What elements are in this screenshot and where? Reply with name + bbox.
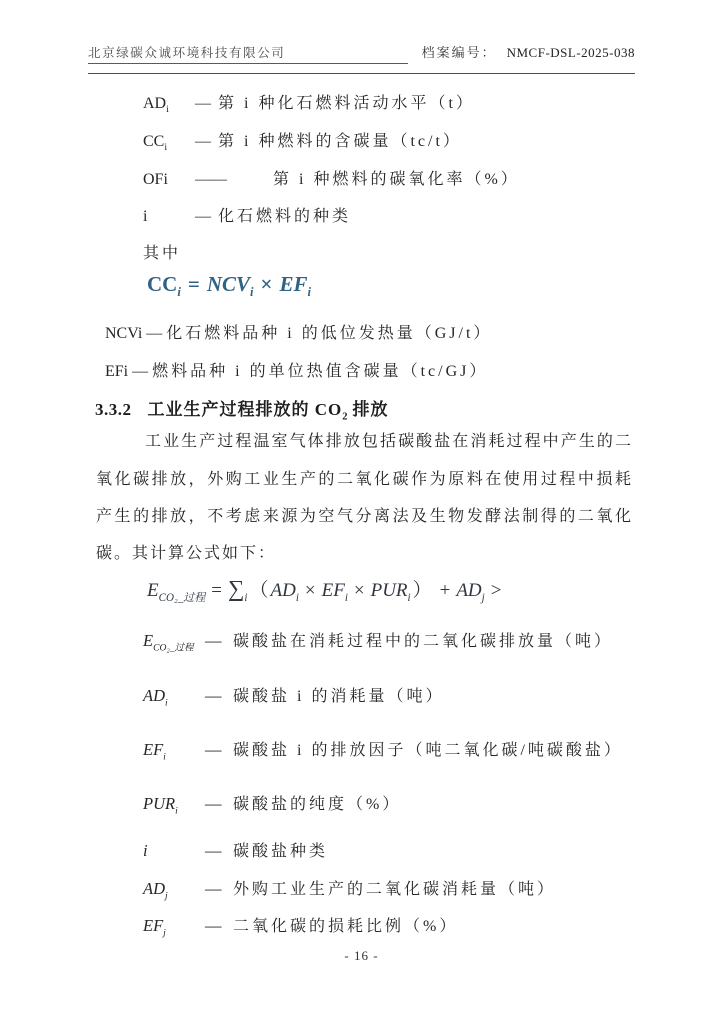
definition-row <box>143 737 623 763</box>
definition-text: 碳酸盐 i 的排放因子（吨二氧化碳/吨碳酸盐） <box>233 742 623 759</box>
definition-text: 第 i 种燃料的含碳量（tc/t） <box>218 133 462 150</box>
archive-label: 档案编号： <box>421 45 497 60</box>
section-heading: 3.3.2 工业生产过程排放的 $CO_2$ 排放 <box>95 400 389 423</box>
tail-symbol: > <box>490 580 502 601</box>
plus-sign: + <box>439 580 451 601</box>
definition-row <box>143 203 351 226</box>
symbol-OFi: OFi <box>143 171 168 188</box>
paragraph-line: 氧化碳排放，外购工业生产的二氧化碳作为原料在使用过程中损耗 <box>96 471 633 488</box>
company-name: 北京绿碳众诚环境科技有限公司 <box>88 43 408 64</box>
archive-number <box>422 42 635 61</box>
definition-row <box>105 320 492 343</box>
dash: — <box>205 740 222 759</box>
dash: — <box>195 208 211 225</box>
page-header <box>88 42 635 74</box>
symbol-ADj: $AD_j$ <box>143 879 168 902</box>
definition-text: 化石燃料的种类 <box>218 208 352 225</box>
symbol-EFi: EFi <box>105 363 129 380</box>
section-number: 3.3.2 <box>95 400 132 419</box>
definition-row <box>105 358 488 381</box>
definition-text: 二氧化碳的损耗比例（%） <box>233 918 459 935</box>
definition-text: 第 i 种化石燃料活动水平（t） <box>218 95 475 112</box>
symbol-ADi: $AD_i$ <box>143 95 169 116</box>
formula-carbon-content: $CC_i = NCV_i \times EF_i$ <box>147 272 311 300</box>
definition-row <box>143 628 614 654</box>
dash: — <box>205 841 222 860</box>
definition-text: 化石燃料品种 i 的低位发热量（GJ/t） <box>166 325 493 342</box>
definition-text: 燃料品种 i 的单位热值含碳量（tc/GJ） <box>152 363 489 380</box>
dash: — <box>205 631 222 650</box>
among-label: 其中 <box>143 245 182 262</box>
definition-row <box>143 128 462 154</box>
definition-text: 外购工业生产的二氧化碳消耗量（吨） <box>233 881 557 898</box>
sigma-symbol: ∑ <box>228 576 245 601</box>
open-paren: （ <box>249 580 269 601</box>
definition-row <box>143 683 445 709</box>
page-number: - 16 - <box>344 948 379 963</box>
definition-text: 碳酸盐种类 <box>233 843 329 860</box>
symbol-EFi: $EF_i$ <box>143 740 166 763</box>
equals-sign: = <box>211 580 222 601</box>
dash: — <box>146 325 163 342</box>
definition-text: 碳酸盐的纯度（%） <box>233 796 402 813</box>
definition-row <box>143 166 520 189</box>
symbol-PURi: $PUR_i$ <box>143 794 178 817</box>
definition-row <box>143 791 402 817</box>
multiply-sign: × <box>304 580 316 601</box>
definition-row <box>143 913 459 939</box>
dash: — <box>205 916 222 935</box>
symbol-E-CO2-process: $E_{CO_2\_过程}$ <box>143 631 194 654</box>
symbol-ADi: $AD_i$ <box>143 686 168 709</box>
symbol-i: i <box>143 208 148 225</box>
definition-text: 碳酸盐 i 的消耗量（吨） <box>233 688 445 705</box>
symbol-i: i <box>143 841 148 860</box>
paragraph-line: 产生的排放，不考虑来源为空气分离法及生物发酵法制得的二氧化 <box>96 508 633 525</box>
dash: — <box>205 879 222 898</box>
archive-code: NMCF-DSL-2025-038 <box>506 45 635 60</box>
dash: — <box>195 95 211 112</box>
dash: — <box>205 686 222 705</box>
dash: — <box>195 133 211 150</box>
paragraph-line: 工业生产过程温室气体排放包括碳酸盐在消耗过程中产生的二 <box>145 433 633 450</box>
paragraph-line: 碳。其计算公式如下： <box>96 545 277 562</box>
dash: — <box>132 363 149 380</box>
multiply-sign: × <box>260 272 273 296</box>
formula-process-emission: $E_{CO_2\_过程} = \sum_i$ （ $AD_i \times EF_i \times PUR_i$ ） + $AD_j$ > <box>147 576 502 604</box>
definition-text: 碳酸盐在消耗过程中的二氧化碳排放量（吨） <box>233 633 614 650</box>
symbol-CCi: $CC_i$ <box>143 133 168 154</box>
multiply-sign: × <box>353 580 365 601</box>
definition-row <box>143 838 328 861</box>
definition-text: 第 i 种燃料的碳氧化率（%） <box>273 171 520 188</box>
symbol-NCVi: NCVi <box>105 325 143 342</box>
definition-row <box>143 876 557 902</box>
definition-row <box>143 90 475 116</box>
equals-sign: = <box>187 272 200 296</box>
dash: —— <box>195 171 227 188</box>
dash: — <box>205 794 222 813</box>
close-paren: ） <box>412 580 432 601</box>
symbol-EFj: $EF_j$ <box>143 916 166 939</box>
